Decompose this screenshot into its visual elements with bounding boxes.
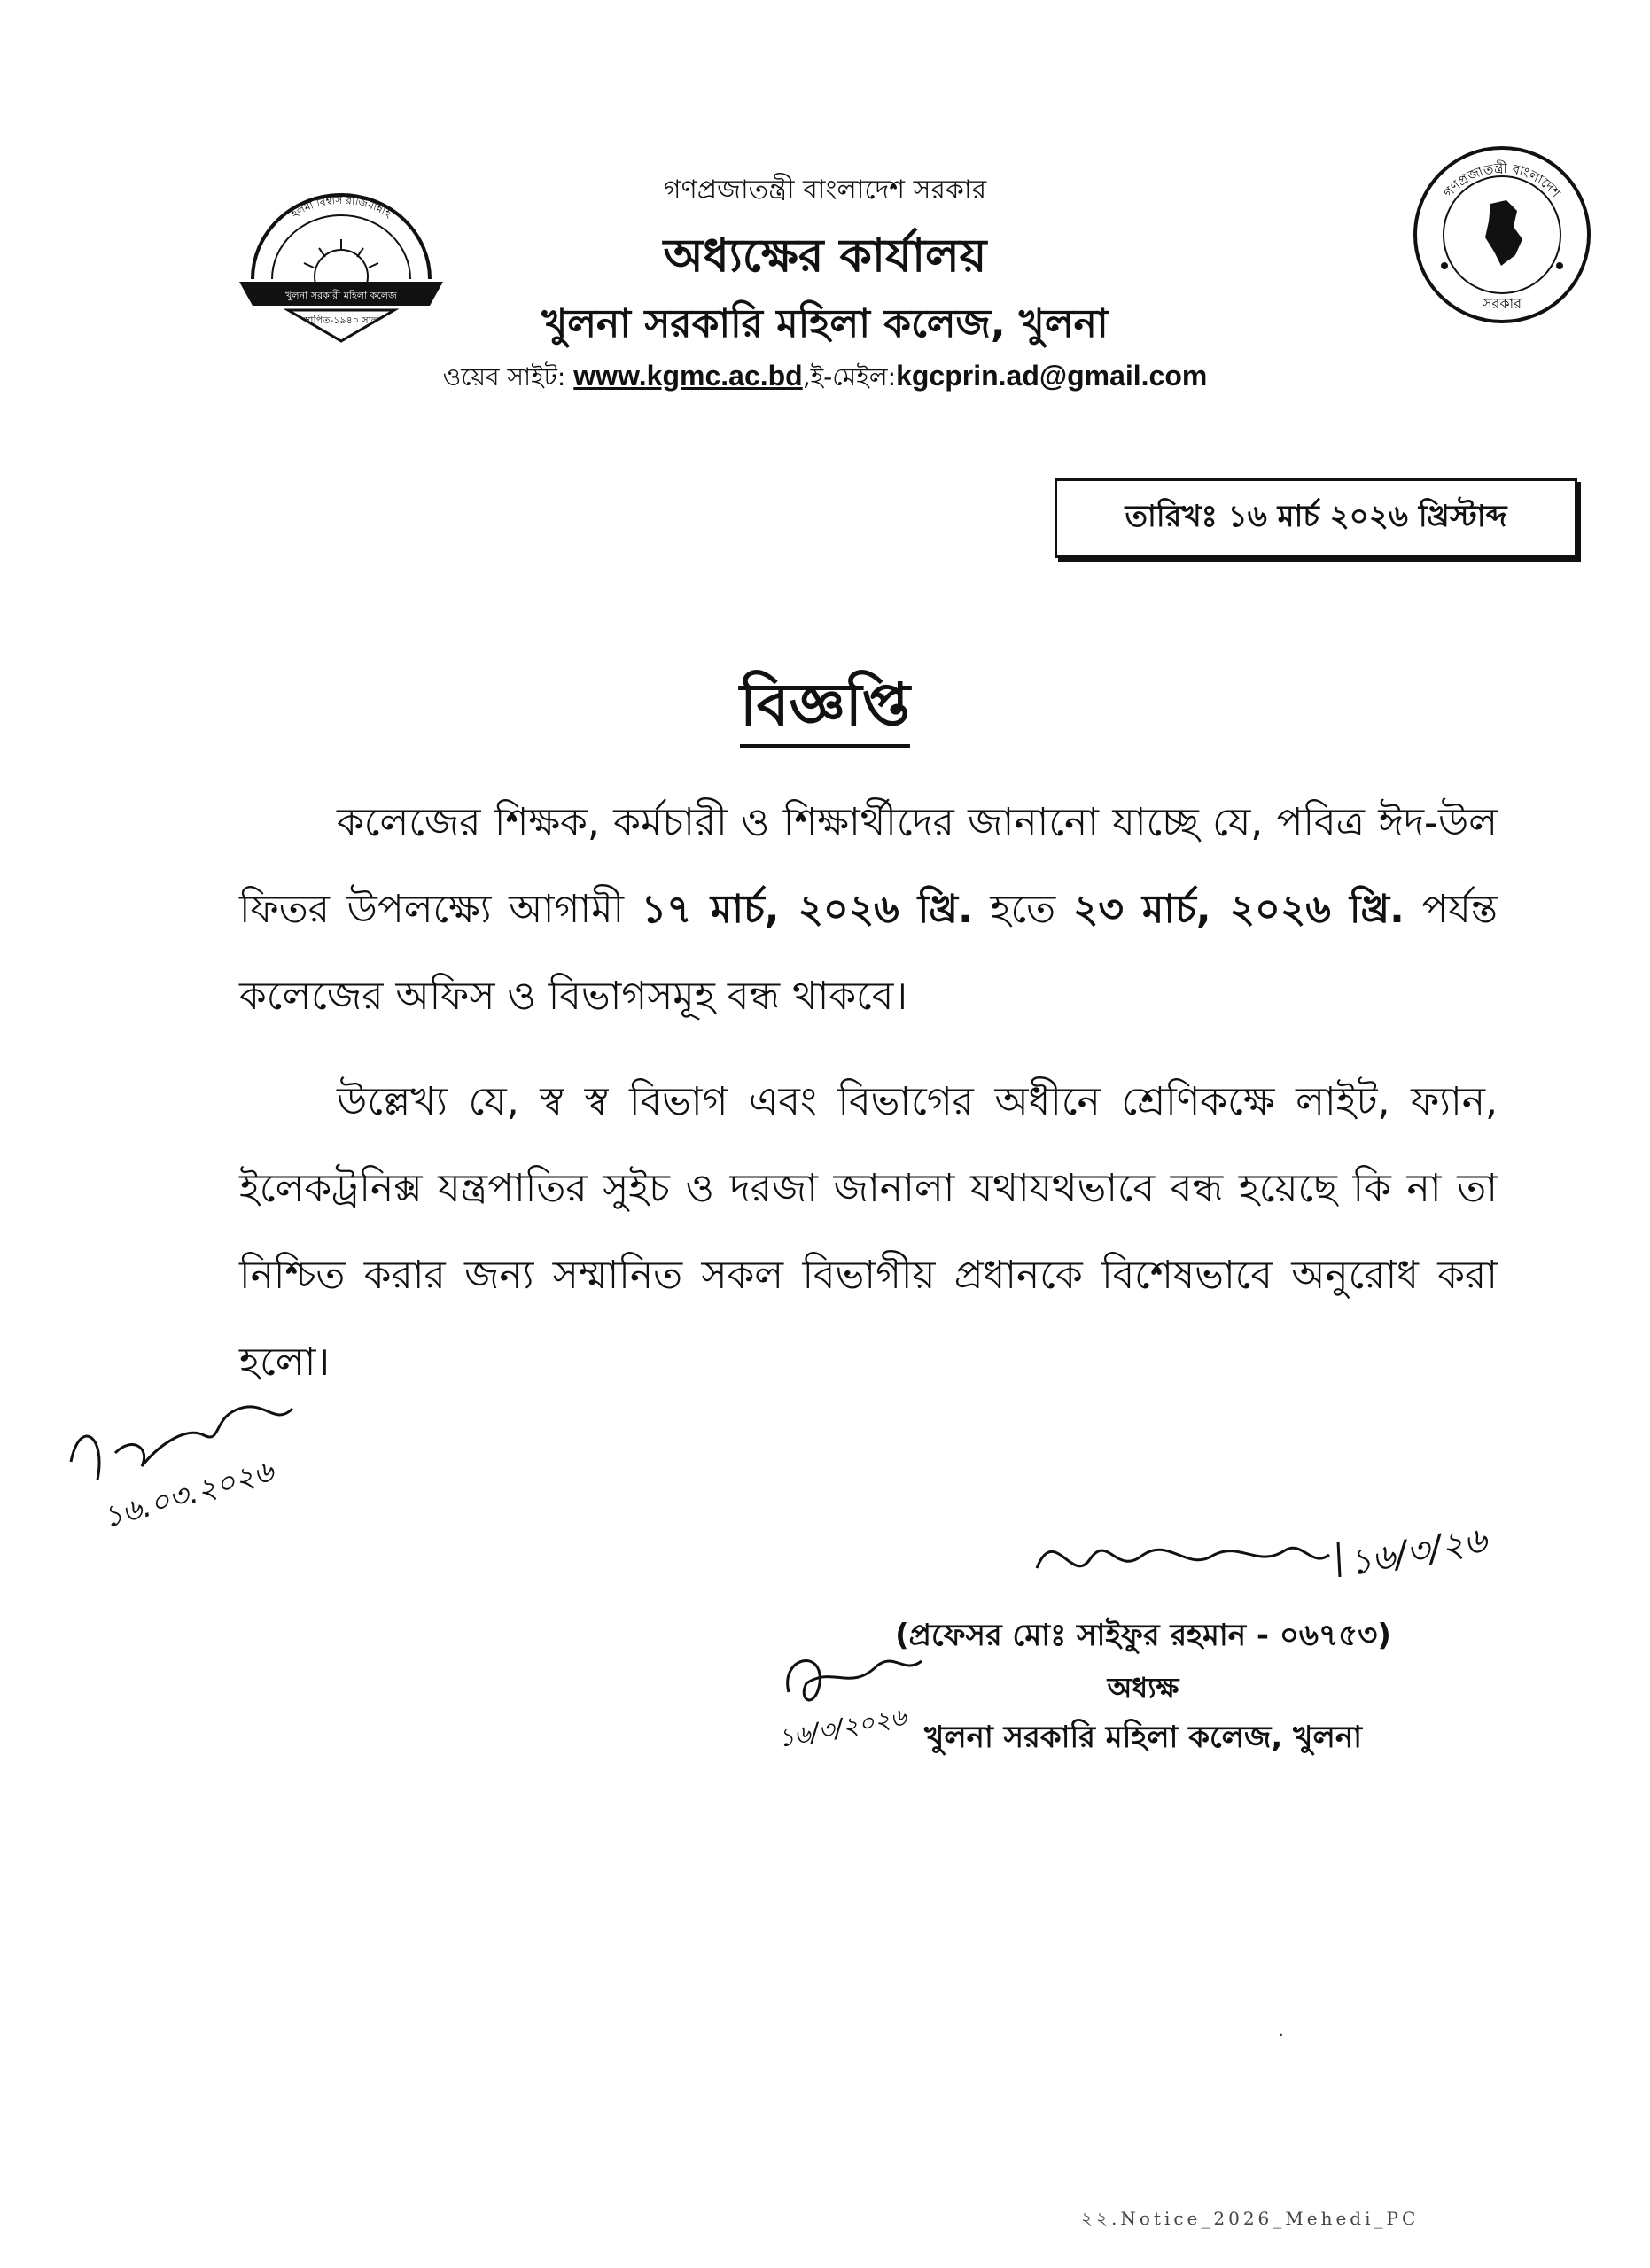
para1-text-1: কলেজের শিক্ষক, কর্মচারী ও শিক্ষার্থীদের জানানো যাচ্ছে যে, পবিত্র ঈদ-উল ফিতর উপলক্ষ্যে আগামী <box>239 800 1498 932</box>
government-name: গণপ্রজাতন্ত্রী বাংলাদেশ সরকার <box>663 175 987 206</box>
contact-line <box>0 358 1650 400</box>
date-box: তারিখঃ ১৬ মার্চ ২০২৬ খ্রিস্টাব্দ <box>1055 478 1577 558</box>
signatory-title: অধ্যক্ষ <box>1107 1671 1179 1705</box>
logo-established-text: স্থাপিত-১৯৪০ সাল <box>303 315 379 326</box>
stray-mark: · <box>1279 2026 1284 2045</box>
college-name: খুলনা সরকারি মহিলা কলেজ, খুলনা <box>541 301 1109 346</box>
seal-ring-text: গণপ্রজাতন্ত্রী বাংলাদেশ <box>1440 159 1564 201</box>
para1-start-date: ১৭ মার্চ, ২০২৬ খ্রি. <box>641 887 973 932</box>
seal-bottom-text: সরকার <box>1482 295 1522 312</box>
handwritten-left-date: ১৬.০৩.২০২৬ <box>98 1453 278 1536</box>
website-link[interactable]: www.kgmc.ac.bd <box>573 360 803 392</box>
principal-signature <box>1019 1506 1498 1604</box>
logo-band-text: খুলনা সরকারী মহিলা কলেজ <box>285 290 397 301</box>
notice-heading-text: বিজ্ঞপ্তি <box>740 671 910 748</box>
signatory-name: (প্রফেসর মোঃ সাইফুর রহমান - ০৬৭৫৩) <box>895 1618 1391 1653</box>
para1-end-date: ২৩ মার্চ, ২০২৬ খ্রি. <box>1072 887 1405 932</box>
logo-arc-text: ইলমা বিশ্বাস রাজিমান্নাহ <box>288 193 394 221</box>
handwritten-initials-date: ১৬/৩/২০২৬ <box>775 1701 909 1753</box>
website-label: ওয়েব সাইট: <box>442 362 566 392</box>
principal-signature-date: ১৬/৩/২৬ <box>1345 1519 1490 1584</box>
signatory-college: খুলনা সরকারি মহিলা কলেজ, খুলনা <box>924 1720 1362 1755</box>
footer-file-code: ২২.Notice_2026_Mehedi_PC <box>1081 2208 1420 2229</box>
handwritten-receipt-drawing <box>53 1382 372 1550</box>
handwritten-receipt-note <box>53 1382 372 1550</box>
para1-text-3: পর্যন্ত কলেজের অফিস ও বিভাগসমূহ বন্ধ থাকবে। <box>239 887 1498 1019</box>
email-label: ,ই-মেইল: <box>802 362 897 392</box>
notice-paragraph-1 <box>239 780 1498 1040</box>
notice-heading <box>0 660 1650 757</box>
para1-text-2: হতে <box>972 887 1073 932</box>
email-link[interactable]: kgcprin.ad@gmail.com <box>896 360 1208 392</box>
office-title: অধ্যক্ষের কার্যালয় <box>663 229 987 283</box>
principal-signature-drawing <box>1019 1506 1498 1604</box>
notice-paragraph-2: উল্লেখ্য যে, স্ব স্ব বিভাগ এবং বিভাগের অধীনে শ্রেণিকক্ষে লাইট, ফ্যান, ইলেকট্রনিক্স যন্ত্রপাতির সুইচ ও দরজা জানালা যথাযথভাবে বন্ধ হয়েছে কি না তা নিশ্চিত করার জন্য সম্মানিত সকল বিভাগীয় প্রধানকে বিশেষভাবে অনুরোধ করা হলো। <box>239 1079 1498 1385</box>
